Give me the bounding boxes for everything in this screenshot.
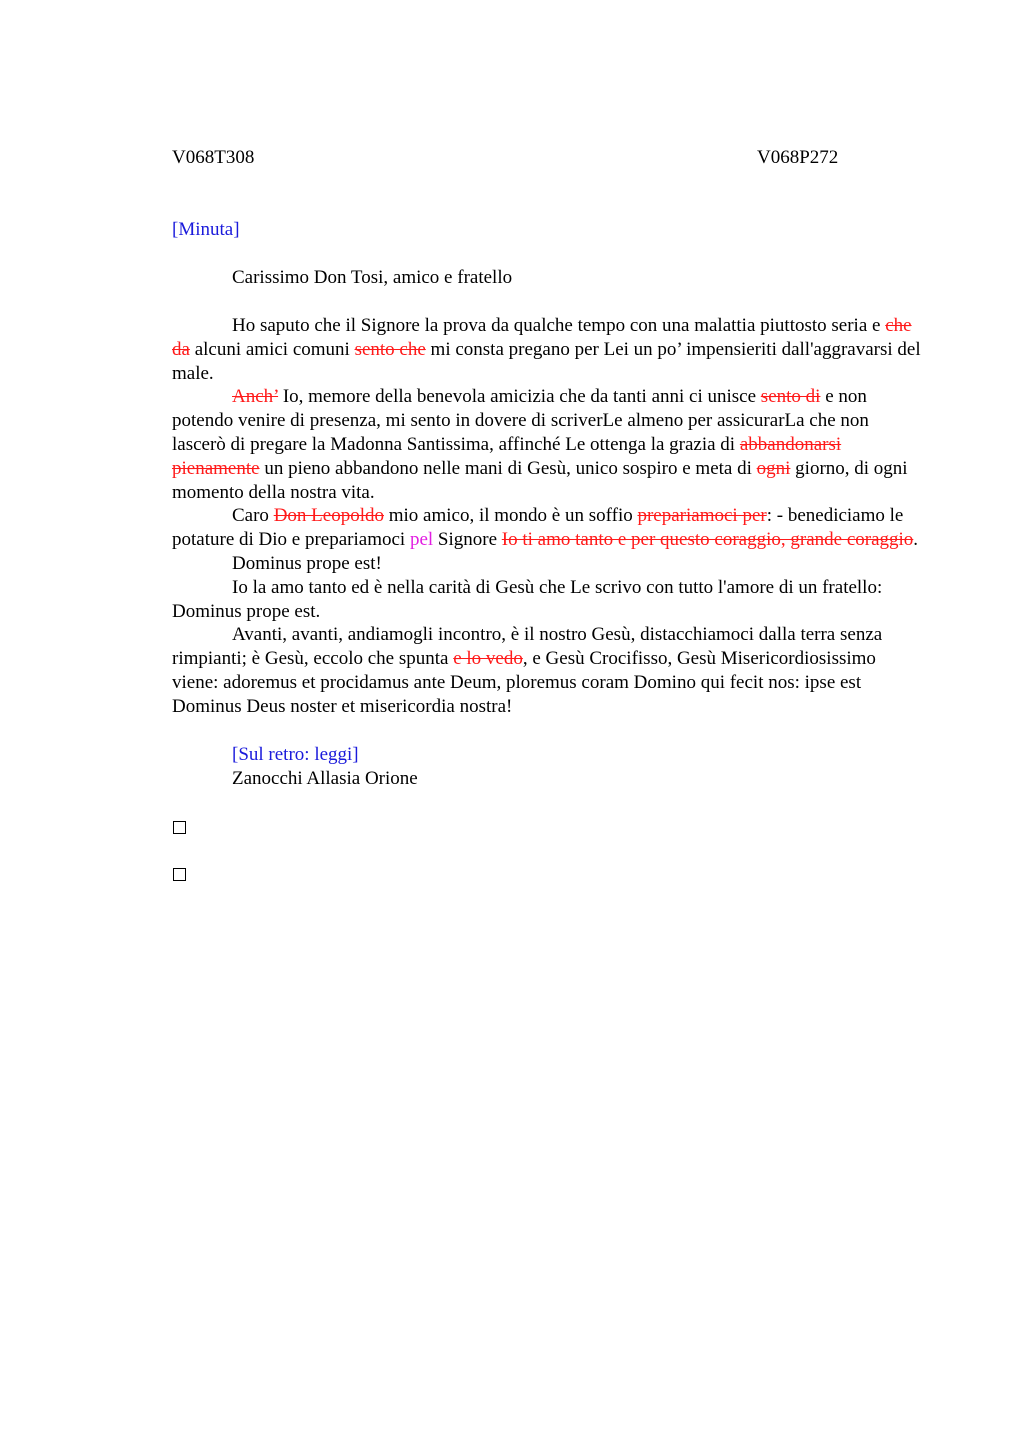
text-segment: alcuni amici comuni [189, 338, 355, 360]
deleted-text: sento di [760, 386, 821, 408]
deleted-text: e lo vedo [453, 648, 523, 670]
text-segment: : - benediciamo le potature di Dio e prepariamoci [172, 505, 904, 551]
retro-label: [Sul retro: leggi] [232, 743, 359, 765]
checkbox-square-icon [173, 868, 186, 881]
text-segment: . [913, 529, 919, 551]
text-segment: Ho saputo che il Signore la prova da qualche tempo con una malattia piuttosto seria e [232, 315, 886, 336]
added-text: pel [409, 529, 434, 551]
deleted-text: sento che [354, 338, 426, 360]
minuta-label: [Minuta] [172, 219, 240, 240]
text-segment: giorno, di ogni momento della nostra vita. [172, 457, 908, 503]
retro-names: Zanocchi Allasia Orione [232, 767, 418, 789]
deleted-text: Io ti amo tanto e per questo coraggio, grande coraggio [501, 529, 914, 551]
paragraph-1 [172, 314, 924, 385]
retro-note [172, 743, 924, 791]
paragraph-2 [172, 385, 924, 504]
paragraph-3 [172, 504, 924, 552]
deleted-text: Anch’ [232, 386, 279, 408]
text-segment: Io, memore della benevola amicizia che da tanti anni ci unisce [278, 386, 761, 408]
paragraph-6 [172, 623, 924, 718]
document-header [172, 146, 924, 170]
text-segment: e non potendo venire di presenza, mi sento in dovere di scriverLe almeno per assicurarLa che non lascerò di pregare la Madonna Santissima, affinché Le ottenga la grazia di [172, 386, 869, 455]
deleted-text: prepariamoci per [637, 505, 767, 527]
document-code-right: V068P272 [757, 147, 839, 168]
text-segment: un pieno abbandono nelle mani di Gesù, unico sospiro e meta di [259, 457, 757, 479]
text-segment: mi consta pregano per Lei un po’ impensieriti dall'aggravarsi del male. [172, 338, 921, 384]
paragraph-5: Io la amo tanto ed è nella carità di Gesù che Le scrivo con tutto l'amore di un fratello: Dominus prope est. [172, 576, 883, 622]
salutation: Carissimo Don Tosi, amico e fratello [232, 267, 513, 288]
document-page [172, 146, 924, 881]
checkbox-square-icon [173, 821, 186, 834]
deleted-text: Don Leopoldo [273, 505, 384, 527]
deleted-text: che da [172, 315, 912, 360]
letter-body [172, 314, 924, 719]
text-segment: , e Gesù Crocifisso, Gesù Misericordiosissimo viene: adoremus et procidamus ante Deum, ploremus coram Domino qui fecit nos: ipse est Dominus Deus noster et misericordia nostra! [172, 648, 876, 717]
text-segment: Caro [232, 505, 274, 527]
deleted-text: ogni [756, 457, 791, 479]
paragraph-4: Dominus prope est! [232, 552, 382, 574]
document-code-left: V068T308 [172, 147, 255, 168]
text-segment: mio amico, il mondo è un soffio [383, 505, 638, 527]
deleted-text: abbandonarsi pienamente [172, 433, 842, 479]
text-segment: Avanti, avanti, andiamogli incontro, è il nostro Gesù, distacchiamoci dalla terra senza rimpianti; è Gesù, eccolo che spunta [172, 624, 883, 670]
text-segment: Signore [433, 529, 502, 551]
